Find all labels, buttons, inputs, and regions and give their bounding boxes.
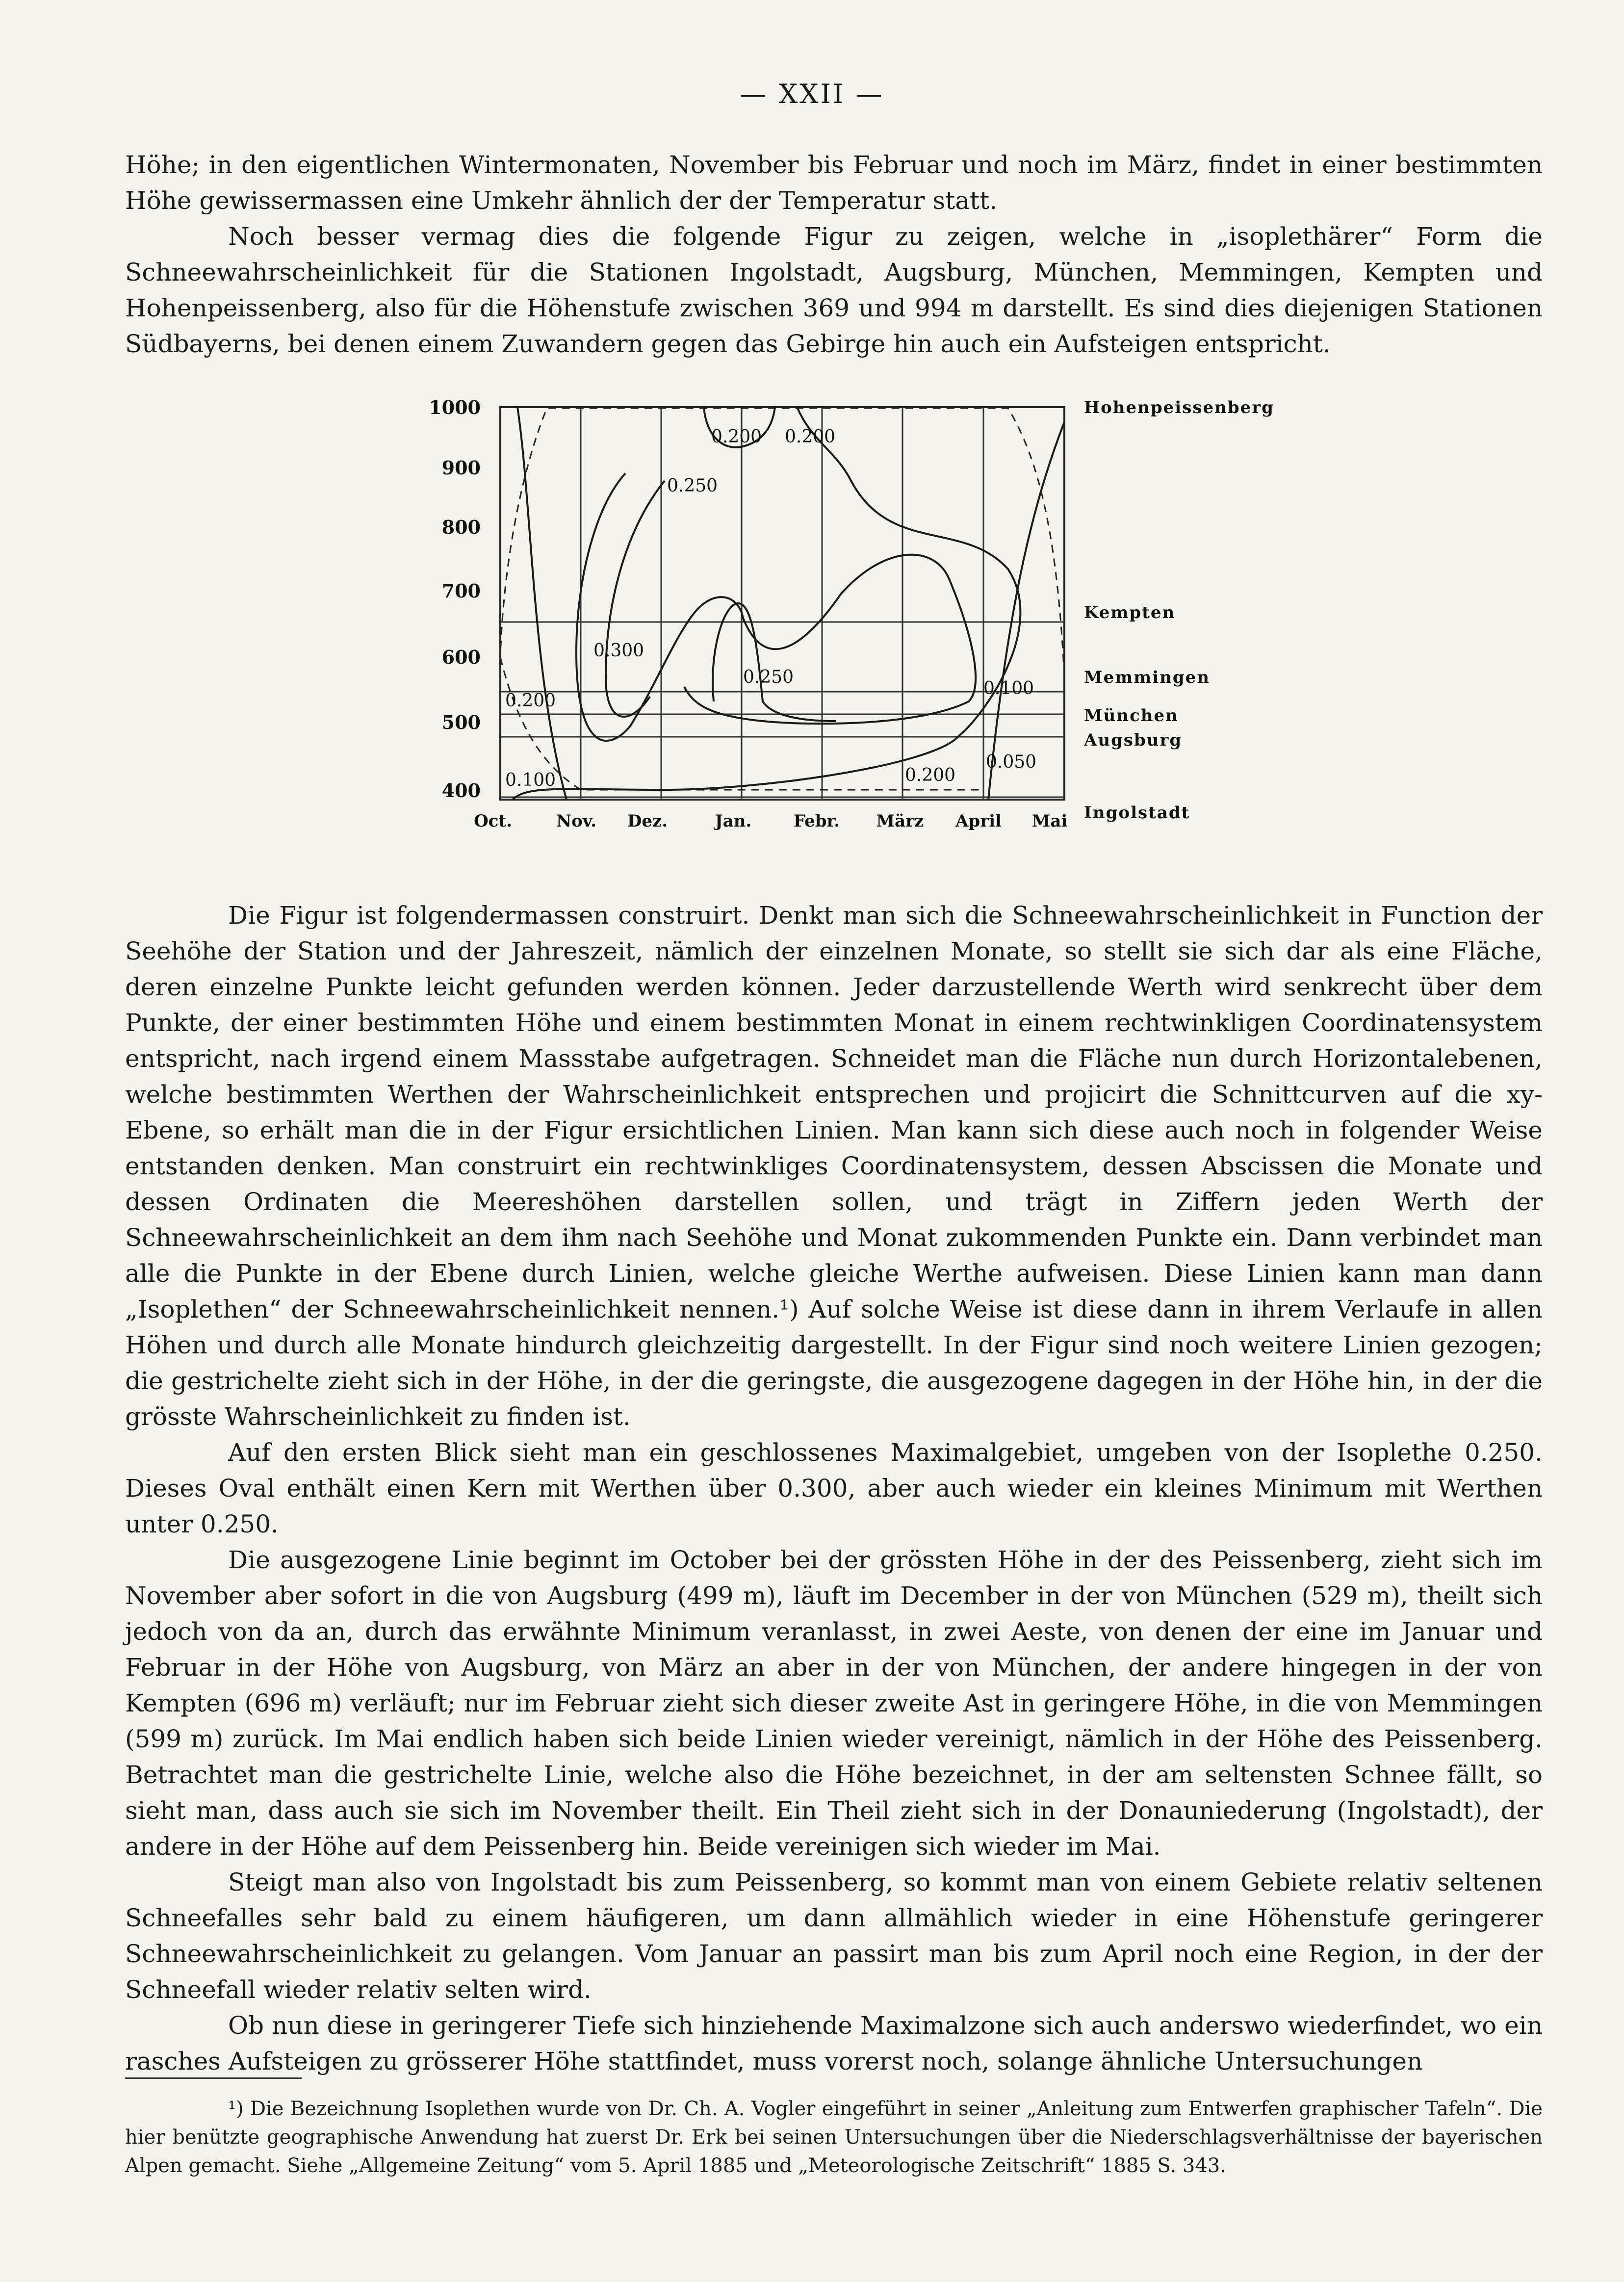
- paragraph: Die Figur ist folgendermassen construirt. Denkt man sich die Schneewahrscheinlichkeit in Function der Seehöhe der Station und der Jahreszeit, nämlich der einzelnen Monate, so stellt sie sich dar als eine Fläche, deren einzelne Punkte leicht gefunden werden können. Jeder darzustellende Werth wird senkrecht über dem Punkte, der einer bestimmten Höhe und einem bestimmten Monat in einem rechtwinkligen Coordinatensystem entspricht, nach irgend einem Massstabe aufgetragen. Schneidet man die Fläche nun durch Horizontalebenen, welche bestimmten Werthen der Wahrscheinlichkeit entsprechen und projicirt die Schnittcurven auf die xy-Ebene, so erhält man die in der Figur ersichtlichen Linien. Man kann sich diese auch noch in folgender Weise entstanden denken. Man construirt ein rechtwinkliges Coordinatensystem, dessen Abscissen die Monate und dessen Ordinaten die Meereshöhen darstellen sollen, und trägt in Ziffern jeden Werth der Schneewahrscheinlichkeit an dem ihm nach Seehöhe und Monat zukommenden Punkte ein. Dann verbindet man alle die Punkte in der Ebene durch Linien, welche gleiche Werthe aufweisen. Diese Linien kann man dann „Isoplethen“ der Schneewahrscheinlichkeit nennen.¹) Auf solche Weise ist diese dann in ihrem Verlaufe in allen Höhen und durch alle Monate hindurch gleichzeitig dargestellt. In der Figur sind noch weitere Linien gezogen; die gestrichelte zieht sich in der Höhe, in der die geringste, die ausgezogene dagegen in der Höhe hin, in der die grösste Wahrscheinlichkeit zu finden ist.: [125, 901, 1543, 1431]
- isopleth-label: 0.200: [905, 765, 956, 785]
- isopleth-label: 0.100: [505, 770, 556, 790]
- y-axis-labels: [429, 396, 481, 802]
- page-number: — XXII —: [740, 78, 884, 109]
- x-tick: Febr.: [793, 811, 840, 831]
- x-axis-labels: [474, 811, 1067, 831]
- paragraph: Ob nun diese in geringerer Tiefe sich hinziehende Maximalzone sich auch anderswo wiederfindet, wo ein rasches Aufsteigen zu grösserer Höhe stattfindet, muss vorerst noch, solange ähnliche Untersuchungen: [125, 2011, 1543, 2075]
- x-tick: Jan.: [715, 811, 752, 831]
- footnote-rule: [125, 2077, 302, 2079]
- intro-text: [125, 147, 1543, 362]
- paragraph: Steigt man also von Ingolstadt bis zum Peissenberg, so kommt man von einem Gebiete relativ seltenen Schneefalles sehr bald zu einem häufigeren, um dann allmählich wieder in eine Höhenstufe geringerer Schneewahrscheinlichkeit zu gelangen. Vom Januar an passirt man bis zum April noch eine Region, in der der Schneefall wieder relativ selten wird.: [125, 1868, 1543, 2004]
- isopleth-label: 0.200: [785, 427, 836, 447]
- y-tick: 600: [441, 646, 481, 668]
- isopleth-figure: [419, 383, 1312, 863]
- station-label: Augsburg: [1084, 730, 1183, 750]
- y-tick: 800: [441, 516, 481, 538]
- paragraph: Auf den ersten Blick sieht man ein geschlossenes Maximalgebiet, umgeben von der Isoplethe 0.250. Dieses Oval enthält einen Kern mit Werthen über 0.300, aber auch wieder ein kleines Minimum mit Werthen unter 0.250.: [125, 1438, 1543, 1538]
- x-tick: Nov.: [556, 811, 596, 831]
- isopleth-label: 0.050: [986, 752, 1037, 772]
- isopleth-label: 0.200: [711, 427, 762, 447]
- station-labels: [1083, 398, 1274, 823]
- y-tick: 1000: [429, 396, 481, 418]
- isopleth-label: 0.200: [505, 691, 556, 711]
- minimum-dashed-line: [500, 408, 1064, 800]
- paragraph: Höhe; in den eigentlichen Wintermonaten, November bis Februar und noch im März, findet in einer bestimmten Höhe gewissermassen eine Umkehr ähnlich der der Temperatur statt.: [125, 151, 1543, 215]
- body-text: [125, 898, 1543, 2079]
- station-label: Ingolstadt: [1084, 803, 1190, 823]
- isopleth-label: 0.250: [743, 667, 794, 687]
- footnote-text: ¹) Die Bezeichnung Isoplethen wurde von Dr. Ch. A. Vogler eingeführt in seiner „Anleitung zum Entwerfen graphischer Tafeln“. Die hier benützte geographische Anwendung hat zuerst Dr. Erk bei seinen Untersuchungen über die Niederschlagsverhältnisse der bayerischen Alpen gemacht. Siehe „Allgemeine Zeitung“ vom 5. April 1885 und „Meteorologische Zeitschrift“ 1885 S. 343.: [125, 2098, 1543, 2177]
- x-tick: Dez.: [627, 811, 668, 831]
- x-tick: März: [876, 811, 924, 831]
- isopleth-labels: [505, 427, 1036, 790]
- station-label: Hohenpeissenberg: [1084, 398, 1274, 417]
- isopleth-label: 0.100: [983, 678, 1034, 699]
- station-label: München: [1084, 706, 1179, 726]
- isopleth-curves: [513, 407, 1064, 800]
- paragraph: Noch besser vermag dies die folgende Figur zu zeigen, welche in „isoplethärer“ Form die Schneewahrscheinlichkeit für die Stationen Ingolstadt, Augsburg, München, Memmingen, Kempten und Hohenpeissenberg, also für die Höhenstufe zwischen 369 und 994 m darstellt. Es sind dies diejenigen Stationen Südbayerns, bei denen einem Zuwandern gegen das Gebirge hin auch ein Aufsteigen entspricht.: [125, 222, 1543, 358]
- y-tick: 500: [441, 711, 481, 733]
- y-tick: 400: [441, 779, 481, 802]
- footnote: [125, 2095, 1543, 2180]
- isopleth-label: 0.250: [667, 476, 718, 496]
- month-lines: [581, 407, 983, 800]
- x-tick: April: [955, 811, 1002, 831]
- isopleth-label: 0.300: [593, 641, 644, 661]
- station-label: Kempten: [1084, 603, 1176, 622]
- station-label: Memmingen: [1084, 668, 1210, 687]
- x-tick: Oct.: [474, 811, 512, 831]
- paragraph: Die ausgezogene Linie beginnt im October bei der grössten Höhe in der des Peissenberg, zieht sich im November aber sofort in die von Augsburg (499 m), läuft im December in der von München (529 m), theilt sich jedoch von da an, durch das erwähnte Minimum veranlasst, in zwei Aeste, von denen der eine im Januar und Februar in der Höhe von Augsburg, von März an aber in der von München, der andere hingegen in der von Kempten (696 m) verläuft; nur im Februar zieht sich dieser zweite Ast in geringere Höhe, in die von Memmingen (599 m) zurück. Im Mai endlich haben sich beide Linien wieder vereinigt, nämlich in der Höhe des Peissenberg. Betrachtet man die gestrichelte Linie, welche also die Höhe bezeichnet, in der am seltensten Schnee fällt, so sieht man, dass auch sie sich im November theilt. Ein Theil zieht sich in der Donauniederung (Ingolstadt), der andere in der Höhe auf dem Peissenberg hin. Beide vereinigen sich wieder im Mai.: [125, 1546, 1543, 1861]
- plot-frame: [500, 407, 1064, 800]
- y-tick: 700: [441, 580, 481, 602]
- y-tick: 900: [441, 457, 481, 479]
- x-tick: Mai: [1031, 811, 1068, 831]
